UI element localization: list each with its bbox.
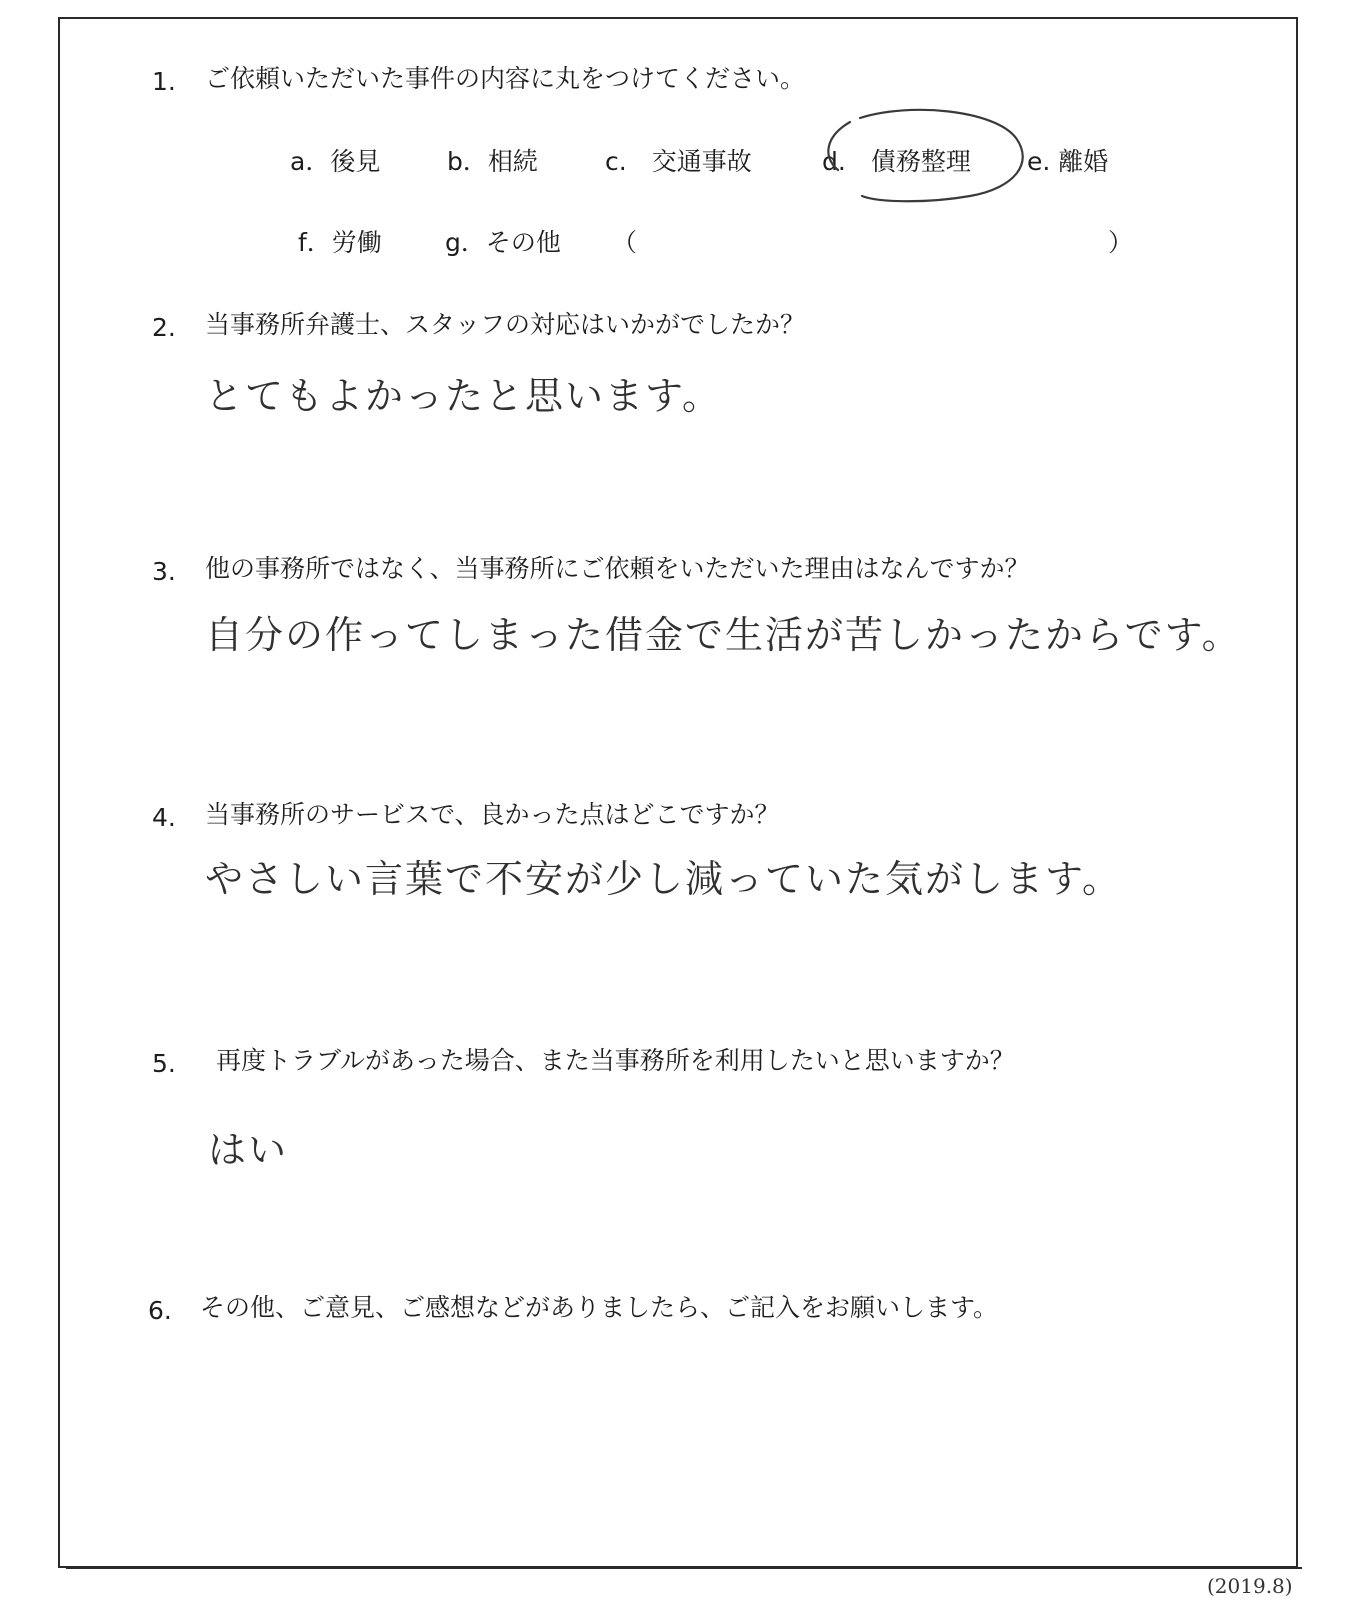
option-d[interactable]: d. 債務整理: [822, 147, 971, 176]
question-2-text: 当事務所弁護士、スタッフの対応はいかがでしたか？: [205, 310, 806, 339]
question-6-number: 6.: [148, 1296, 172, 1325]
question-2-number: 2.: [152, 313, 176, 342]
answer-5-handwritten: はい: [208, 1128, 289, 1172]
answer-4-handwritten: やさしい言葉で不安が少し減っていた気がします。: [205, 857, 1122, 901]
question-4-text: 当事務所のサービスで、良かった点はどこですか？: [205, 800, 780, 829]
option-f[interactable]: f．労働: [298, 228, 382, 257]
form-version-date: (2019.8): [1207, 1574, 1293, 1598]
question-1-text: ご依頼いただいた事件の内容に丸をつけてください。: [205, 64, 806, 93]
form-border-shadow-line: [66, 1567, 1302, 1569]
other-close-paren: ）: [1108, 228, 1134, 257]
option-g[interactable]: g．その他: [445, 228, 561, 257]
question-3-number: 3.: [152, 557, 176, 586]
option-c[interactable]: c. 交通事故: [605, 147, 752, 176]
answer-2-handwritten: とてもよかったと思います。: [205, 374, 722, 418]
question-5-text: 再度トラブルがあった場合、また当事務所を利用したいと思いますか？: [216, 1046, 1015, 1075]
question-1-number: 1.: [152, 67, 176, 96]
question-4-number: 4.: [152, 803, 176, 832]
answer-3-handwritten: 自分の作ってしまった借金で生活が苦しかったからです。: [205, 613, 1242, 657]
other-open-paren: （: [612, 228, 638, 257]
option-a[interactable]: a．後見: [290, 147, 381, 176]
question-3-text: 他の事務所ではなく、当事務所にご依頼をいただいた理由はなんですか？: [205, 554, 1030, 583]
question-5-number: 5.: [152, 1049, 176, 1078]
option-e[interactable]: e. 離婚: [1027, 147, 1109, 176]
option-b[interactable]: b．相続: [447, 147, 538, 176]
question-6-text: その他、ご意見、ご感想などがありましたら、ご記入をお願いします。: [200, 1293, 999, 1322]
